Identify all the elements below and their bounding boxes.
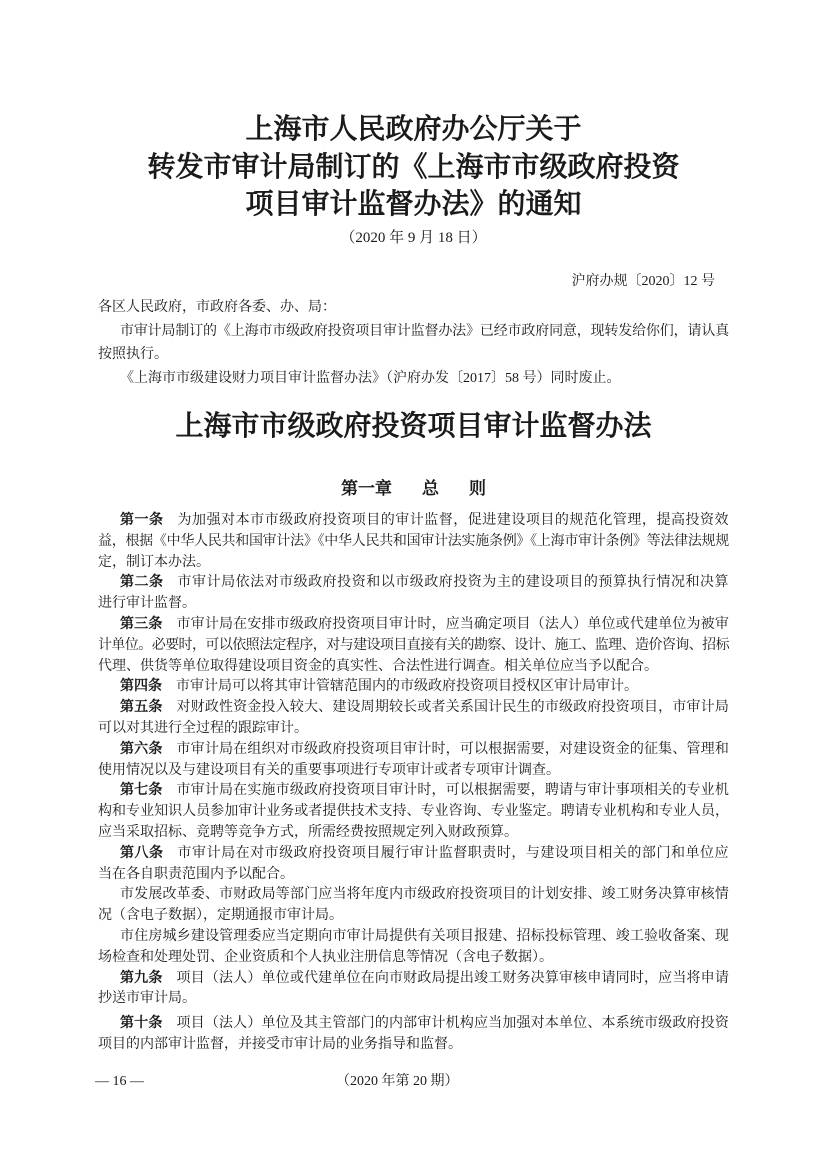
text-line (98, 948, 729, 969)
page-number: — 16 — (95, 1074, 144, 1089)
text-line (98, 1014, 729, 1035)
text-line (98, 719, 729, 740)
text-line (98, 761, 729, 782)
notice-date: （2020 年 9 月 18 日） (340, 230, 487, 246)
line-text: 定，制订本办法。 (98, 554, 210, 570)
line-text: 《上海市市级建设财力项目审计监督办法》（沪府办发〔2017〕58 号）同时废止。 (120, 370, 621, 386)
line-text: 况（含电子数据），定期通报市审计局。 (98, 908, 343, 924)
line-text: 市发展改革委、市财政局等部门应当将年度内市级政府投资项目的计划安排、竣工财务决算审核情 (120, 887, 729, 903)
text-line (98, 844, 729, 865)
article-label: 第六条 (120, 741, 163, 757)
issue-number: （2020 年第 20 期） (336, 1074, 459, 1089)
article-label: 第十条 (120, 1016, 163, 1032)
text-line (98, 532, 729, 553)
text-line (98, 657, 729, 678)
article-label: 第五条 (120, 700, 163, 716)
line-text: 各区人民政府，市政府各委、办、局： (98, 300, 336, 315)
line-text: 项目（法人）单位及其主管部门的内部审计机构应当加强对本单位、本系统市级政府投资 (176, 1016, 729, 1032)
chapter-number: 第一章 (341, 479, 392, 498)
text-line (98, 677, 729, 698)
line-text: 市审计局依法对市级政府投资和以市级政府投资为主的建设项目的预算执行情况和决算 (177, 575, 730, 591)
notice-title-line-1: 上海市人民政府办公厅关于 (245, 114, 582, 145)
text-line (98, 823, 729, 844)
text-line (98, 885, 729, 906)
line-text: 应当采取招标、竞聘等竞争方式，所需经费按照规定列入财政预算。 (98, 824, 518, 840)
line-text: 益，根据《中华人民共和国审计法》《中华人民共和国审计法实施条例》《上海市审计条例》等法律法规规 (98, 533, 729, 549)
chapter-name-1: 总 (422, 479, 439, 498)
text-line (98, 698, 729, 719)
article-label: 第二条 (120, 575, 164, 591)
line-text: 市审计局在组织对市级政府投资项目审计时，可以根据需要，对建设资金的征集、管理和 (176, 741, 729, 757)
line-text: 市审计局在对市级政府投资项目履行审计监督职责时，与建设项目相关的部门和单位应 (177, 845, 730, 861)
line-text: 市住房城乡建设管理委应当定期向市审计局提供有关项目报建、招标投标管理、竣工验收备案、现 (120, 928, 729, 944)
text-line (98, 906, 729, 927)
text-line (98, 969, 729, 990)
line-text: 按照执行。 (98, 347, 168, 362)
line-text: 构和专业知识人员参加审计业务或者提供技术支持、专业咨询、专业鉴定。聘请专业机构和专业人员， (98, 804, 729, 820)
line-text: 抄送市审计局。 (98, 991, 196, 1007)
text-line (98, 553, 729, 574)
text-line (98, 927, 729, 948)
notice-title-line-2: 转发市审计局制订的《上海市市级政府投资 (147, 152, 680, 183)
text-line (98, 320, 729, 344)
line-text: 市审计局在实施市级政府投资项目审计时，可以根据需要，聘请与审计事项相关的专业机 (176, 783, 729, 799)
article-label: 第九条 (120, 970, 163, 986)
text-line (98, 594, 729, 615)
notice-body (98, 296, 729, 390)
line-text: 市审计局在安排市级政府投资项目审计时，应当确定项目（法人）单位或代建单位为被审 (176, 616, 729, 632)
line-text: 代理、供货等单位取得建设项目资金的真实性、合法性进行调查。相关单位应当予以配合。 (98, 658, 658, 674)
text-line (98, 1035, 729, 1056)
line-text: 对财政性资金投入较大、建设周期较长或者关系国计民生的市级政府投资项目，市审计局 (176, 700, 729, 716)
text-line (98, 615, 729, 636)
line-text: 当在各自职责范围内予以配合。 (98, 866, 294, 882)
text-line (98, 296, 729, 320)
text-line (98, 781, 729, 802)
chapter-heading (0, 478, 827, 500)
text-line (98, 989, 729, 1010)
line-text: 为加强对本市市级政府投资项目的审计监督，促进建设项目的规范化管理，提高投资效 (177, 513, 730, 528)
regulation-title: 上海市市级政府投资项目审计监督办法 (175, 411, 652, 442)
line-text: 项目（法人）单位或代建单位在向市财政局提出竣工财务决算审核申请同时，应当将申请 (176, 970, 729, 986)
text-line (98, 636, 729, 657)
line-text: 可以对其进行全过程的跟踪审计。 (98, 720, 308, 736)
document-number: 沪府办规〔2020〕12 号 (571, 274, 715, 289)
line-text: 项目的内部审计监督，并接受市审计局的业务指导和监督。 (98, 1036, 462, 1052)
line-text: 市审计局可以将其审计管辖范围内的市级政府投资项目授权区审计局审计。 (176, 679, 638, 695)
line-text: 场检查和处理处罚、企业资质和个人执业注册信息等情况（含电子数据）。 (98, 949, 553, 965)
article-label: 第八条 (120, 845, 164, 861)
text-line (98, 802, 729, 823)
articles-body (98, 511, 729, 1056)
line-text: 市审计局制订的《上海市市级政府投资项目审计监督办法》已经市政府同意，现转发给你们，请认真 (120, 323, 729, 339)
article-label: 第四条 (120, 679, 162, 695)
text-line (98, 573, 729, 594)
notice-title-line-3: 项目审计监督办法》的通知 (245, 189, 582, 220)
text-line (98, 511, 729, 532)
article-label: 第七条 (120, 783, 163, 799)
line-text: 进行审计监督。 (98, 596, 196, 612)
text-line (98, 865, 729, 886)
text-line (98, 740, 729, 761)
text-line (98, 367, 729, 391)
article-label: 第一条 (120, 513, 164, 528)
line-text: 使用情况以及与建设项目有关的重要事项进行专项审计或者专项审计调查。 (98, 762, 560, 778)
article-label: 第三条 (120, 616, 163, 632)
line-text: 计单位。必要时，可以依照法定程序，对与建设项目直接有关的勘察、设计、施工、监理、造价咨询、招标 (98, 637, 729, 653)
chapter-name-2: 则 (469, 479, 486, 498)
text-line (98, 343, 729, 367)
